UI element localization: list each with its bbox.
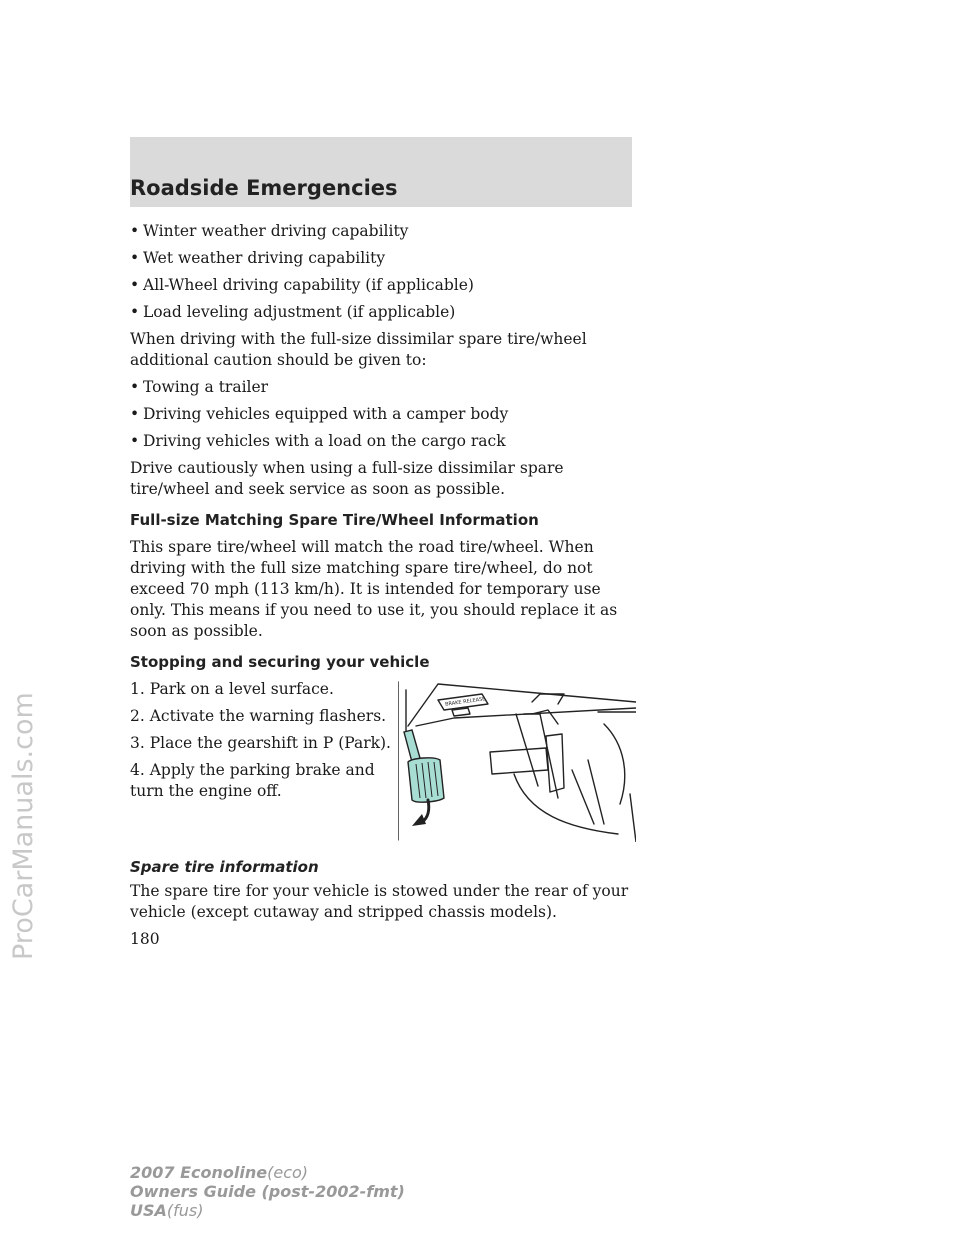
- page-title: Roadside Emergencies: [130, 176, 398, 200]
- watermark: ProCarManuals.com: [8, 692, 39, 960]
- footer-market: USA: [130, 1201, 167, 1220]
- step-item: 2. Activate the warning flashers.: [130, 707, 387, 725]
- parking-brake-illustration: [398, 674, 636, 842]
- list-item: • Driving vehicles equipped with a camper body: [130, 404, 640, 425]
- page-number: 180: [130, 930, 160, 948]
- footer-guide: Owners Guide (post-2002-fmt): [130, 1182, 405, 1201]
- step-item: 1. Park on a level surface.: [130, 680, 334, 698]
- footer: [130, 1163, 405, 1220]
- list-item: • Driving vehicles with a load on the cargo rack: [130, 431, 640, 452]
- brake-release-label: BRAKE RELEASE: [444, 696, 486, 708]
- step-item: 3. Place the gearshift in P (Park).: [130, 734, 391, 752]
- paragraph: This spare tire/wheel will match the road tire/wheel. When driving with the full size matching spare tire/wheel, do not exceed 70 mph (113 km/h). It is intended for temporary use only. This means if you need to use it, you should replace it as soon as possible.: [130, 538, 618, 640]
- footer-model-code: (eco): [267, 1163, 309, 1182]
- list-item: • Load leveling adjustment (if applicable): [130, 302, 640, 323]
- footer-model: 2007 Econoline: [130, 1163, 268, 1182]
- section-heading: Stopping and securing your vehicle: [130, 653, 430, 671]
- footer-market-code: (fus): [166, 1201, 204, 1220]
- paragraph: Drive cautiously when using a full-size dissimilar spare tire/wheel and seek service as soon as possible.: [130, 459, 564, 498]
- section-heading: Full-size Matching Spare Tire/Wheel Information: [130, 511, 539, 529]
- section-heading: Spare tire information: [130, 858, 319, 876]
- list-item: • All-Wheel driving capability (if applicable): [130, 275, 640, 296]
- step-item: 4. Apply the parking brake and turn the engine off.: [130, 761, 375, 800]
- list-item: • Towing a trailer: [130, 377, 640, 398]
- paragraph: The spare tire for your vehicle is stowed under the rear of your vehicle (except cutaway and stripped chassis models).: [130, 882, 629, 921]
- paragraph: When driving with the full-size dissimilar spare tire/wheel additional caution should be given to:: [130, 330, 587, 369]
- list-item: • Winter weather driving capability: [130, 221, 640, 242]
- list-item: • Wet weather driving capability: [130, 248, 640, 269]
